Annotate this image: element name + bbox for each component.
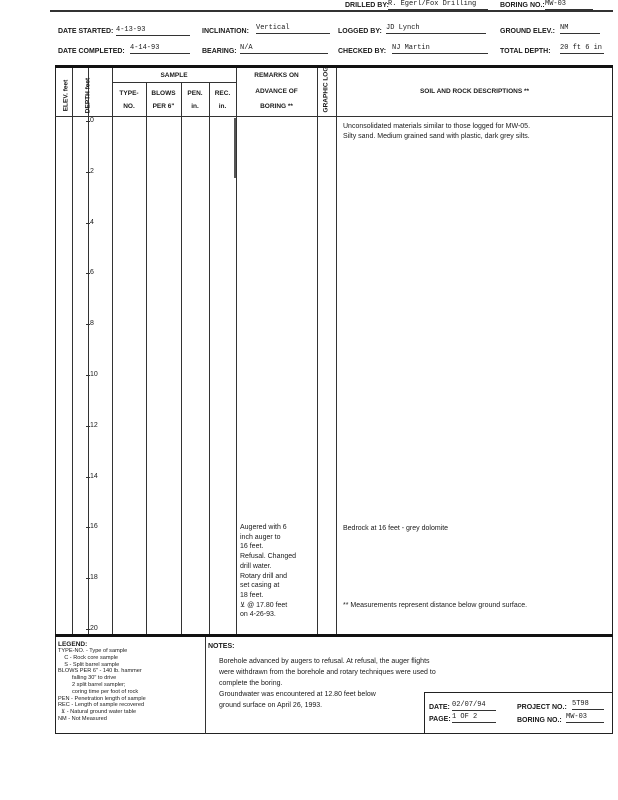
remarks-header-1: REMARKS ON bbox=[254, 72, 299, 79]
depth-label: 4 bbox=[90, 218, 94, 226]
type-header-1: TYPE- bbox=[119, 90, 139, 97]
depth-label: 20 bbox=[90, 625, 98, 632]
ground-elev-label: GROUND ELEV.: bbox=[500, 28, 555, 35]
top-rule bbox=[50, 10, 613, 12]
col-line-type bbox=[112, 68, 113, 634]
footer-date-value: 02/07/94 bbox=[452, 701, 496, 711]
rec-header-2: in. bbox=[218, 103, 227, 110]
footer-page-value: 1 OF 2 bbox=[452, 713, 496, 723]
depth-tick bbox=[86, 629, 90, 630]
description-line-2: Silty sand. Medium grained sand with plastic, dark grey silts. bbox=[343, 133, 530, 140]
depth-tick bbox=[86, 121, 90, 122]
depth-tick bbox=[86, 223, 90, 224]
remark-line: on 4-26-93. bbox=[240, 611, 276, 619]
blows-header-2: PER 6" bbox=[152, 103, 175, 110]
top-thick-rule bbox=[55, 65, 613, 68]
notes-line-1: Borehole advanced by augers to refusal. At refusal, the auger flights bbox=[219, 658, 430, 665]
footer-boring-label: BORING NO.: bbox=[517, 717, 562, 724]
total-depth-value: 20 ft 6 in bbox=[560, 44, 603, 52]
col-line-elev bbox=[72, 68, 73, 634]
checked-by-label: CHECKED BY: bbox=[338, 48, 387, 55]
date-started-value: 4-13-93 bbox=[116, 26, 190, 36]
depth-label: 10 bbox=[90, 371, 98, 378]
bearing-value: N/A bbox=[240, 44, 328, 54]
depth-label: 2 bbox=[90, 167, 94, 175]
notes-line-3: complete the boring. bbox=[219, 680, 283, 687]
elev-header: ELEV. feet bbox=[62, 79, 70, 112]
depth-label: 0 bbox=[90, 117, 94, 124]
checked-by-value: NJ Martin bbox=[392, 44, 488, 54]
bearing-label: BEARING: bbox=[202, 48, 237, 55]
depth-tick bbox=[86, 527, 90, 528]
remark-line: ⊻ @ 17.80 feet bbox=[240, 601, 288, 609]
legend-text: TYPE-NO. - Type of sample C - Rock core sample S - Split barrel sample BLOWS PER 6" - 140 lb. hammer falling 30" to drive 2 split barrel sampler; coring time per foot of rock PEN - Penetration length of sample REC - Length of sample recovered ⊻ - Natural ground water table NM - Not Measured bbox=[58, 648, 146, 722]
bedrock-description: Bedrock at 16 feet - grey dolomite bbox=[343, 525, 449, 532]
depth-label: 16 bbox=[90, 523, 98, 531]
date-started-label: DATE STARTED: bbox=[58, 28, 114, 35]
notes-line-5: ground surface on April 26, 1993. bbox=[219, 702, 323, 709]
remark-line: Augered with 6 bbox=[240, 524, 287, 531]
depth-tick bbox=[86, 273, 90, 274]
measurement-note: ** Measurements represent distance below ground surface. bbox=[343, 602, 528, 609]
col-line-soil bbox=[336, 68, 337, 634]
footer-project-value: 5T98 bbox=[572, 700, 604, 710]
sample-subline bbox=[112, 82, 236, 83]
type-header-2: NO. bbox=[123, 103, 135, 110]
depth-tick bbox=[86, 172, 90, 173]
depth-label: 8 bbox=[90, 320, 94, 328]
remarks-marker bbox=[234, 118, 236, 178]
remark-line: Refusal. Changed bbox=[240, 553, 297, 561]
col-line-remarks bbox=[236, 68, 237, 634]
boring-no-value: MW-03 bbox=[545, 0, 593, 10]
footer-page-label: PAGE: bbox=[429, 716, 451, 723]
depth-tick bbox=[86, 324, 90, 325]
notes-title: NOTES: bbox=[208, 643, 235, 650]
blows-header-1: BLOWS bbox=[151, 90, 176, 97]
remarks-block bbox=[240, 523, 316, 620]
description-line-1: Unconsolidated materials similar to those logged for MW-05. bbox=[343, 123, 531, 130]
col-line-graphic bbox=[317, 68, 318, 634]
depth-header: DEPTH feet bbox=[84, 77, 92, 114]
header-bottom-line bbox=[55, 116, 613, 117]
footer-boring-value: MW-03 bbox=[566, 713, 604, 723]
legend-divider bbox=[205, 637, 206, 734]
rec-header-1: REC. bbox=[214, 90, 231, 97]
depth-tick bbox=[86, 375, 90, 376]
col-line-blows bbox=[146, 82, 147, 634]
remark-line: set casing at bbox=[240, 582, 280, 590]
soil-header: SOIL AND ROCK DESCRIPTIONS ** bbox=[419, 88, 530, 95]
notes-line-4: Groundwater was encountered at 12.80 feet below bbox=[219, 691, 376, 698]
legend-title: LEGEND: bbox=[58, 641, 88, 648]
remark-line: 18 feet. bbox=[240, 591, 264, 599]
drilled-by-label: DRILLED BY: bbox=[345, 2, 389, 9]
remarks-header-3: BORING ** bbox=[260, 103, 293, 110]
depth-tick bbox=[86, 426, 90, 427]
sample-header: SAMPLE bbox=[160, 72, 188, 79]
remark-line: drill water. bbox=[240, 562, 272, 570]
ground-elev-value: NM bbox=[560, 24, 600, 34]
depth-label: 6 bbox=[90, 269, 94, 277]
remarks-header-2: ADVANCE OF bbox=[255, 88, 298, 95]
boring-no-label: BORING NO.: bbox=[500, 2, 545, 9]
depth-label: 14 bbox=[90, 472, 98, 480]
logged-by-label: LOGGED BY: bbox=[338, 28, 382, 35]
remark-line: inch auger to bbox=[240, 533, 281, 541]
depth-tick bbox=[86, 477, 90, 478]
depth-tick bbox=[86, 578, 90, 579]
date-completed-label: DATE COMPLETED: bbox=[58, 48, 125, 55]
col-line-pen bbox=[181, 82, 182, 634]
depth-label: 18 bbox=[90, 574, 98, 582]
inclination-label: INCLINATION: bbox=[202, 28, 249, 35]
col-line-rec bbox=[209, 82, 210, 634]
col-line-depth bbox=[88, 68, 89, 634]
graphic-log-header: GRAPHIC LOG bbox=[322, 66, 330, 113]
footer-project-label: PROJECT NO.: bbox=[517, 704, 567, 711]
pen-header-1: PEN. bbox=[187, 90, 203, 97]
remark-line: 16 feet. bbox=[240, 543, 264, 551]
footer-date-label: DATE: bbox=[429, 704, 450, 711]
date-completed-value: 4-14-93 bbox=[130, 44, 190, 54]
total-depth-label: TOTAL DEPTH: bbox=[500, 48, 551, 55]
drilled-by-value: R. Egerl/Fox Drilling bbox=[388, 0, 488, 10]
inclination-value: Vertical bbox=[256, 24, 330, 34]
notes-line-2: were withdrawn from the borehole and rotary techniques were used to bbox=[219, 669, 436, 676]
pen-header-2: in. bbox=[191, 103, 199, 110]
remark-line: Rotary drill and bbox=[240, 572, 288, 580]
logged-by-value: JD Lynch bbox=[386, 24, 486, 34]
depth-label: 12 bbox=[90, 421, 98, 429]
bottom-thick-rule bbox=[55, 634, 613, 637]
